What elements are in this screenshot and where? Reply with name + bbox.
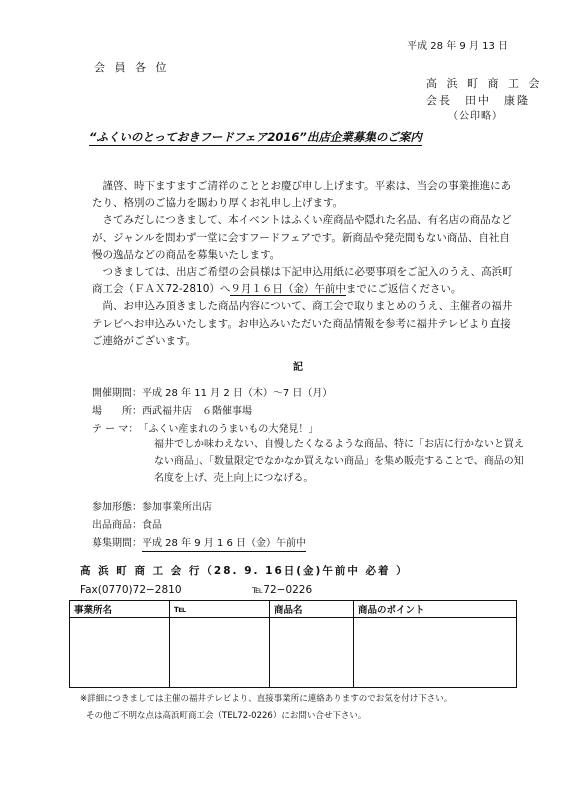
form-header-row	[70, 601, 517, 618]
recruit-period-value: 平成 28 年 9 月 1 6 日（金）午前中	[142, 536, 306, 552]
sender-chairman: 会長 田中 康隆	[426, 94, 530, 107]
period-label: 開催期間：	[92, 388, 142, 399]
event-details	[92, 386, 522, 437]
place-label: 場 所：	[92, 406, 142, 417]
body-paragraph-2: さてみだしにつきまして、本イベントはふくい産商品や隠れた名品、有名店の商品などが、ジャンルを問わず一堂に会すフードフェアです。新商品や発売間もない商品、自社自慢の逸品などの商品を募集いたします。	[92, 214, 512, 261]
body-paragraph-3	[92, 264, 514, 298]
participation-form-label: 参加形態：	[92, 502, 142, 513]
document-title: “ふくいのとっておきフードフェア2016”出店企業募集のご案内	[89, 130, 422, 144]
goods-label: 出品商品：	[92, 520, 142, 531]
theme-label: テ ー マ：	[92, 424, 139, 435]
goods-value: 食品	[142, 520, 162, 531]
participation-form-value: 参加事業所出店	[142, 502, 212, 513]
form-entry-row	[70, 618, 517, 688]
note-contact: その他ご不明な点は高浜町商工会（TEL72-0226）にお問い合せ下さい。	[86, 711, 367, 721]
detail-row-form	[92, 500, 522, 515]
body-paragraph-3-text-a: つきましては、出店ご希望の会員様は下記申込用紙に必要事項をご記入のうえ、高浜町商工会（ＦＡＸ72-2810）へ	[92, 266, 513, 296]
note-details: ※詳細につきましては主催の福井テレビより、直接事業所に連絡ありますのでお気を付け下さい。	[80, 694, 453, 704]
business-name-field[interactable]	[70, 618, 170, 688]
deadline-underlined: ９月１６日（金）午前中	[230, 283, 346, 296]
detail-row-theme	[92, 422, 522, 437]
col-product-name: 商品名	[270, 601, 354, 618]
body-paragraph-3-text-b: までにご返信ください。	[345, 283, 462, 296]
ki-heading: 記	[293, 362, 303, 373]
sender-org: 高 浜 町 商 工 会	[426, 77, 543, 90]
body-paragraph-4: 尚、お申込み頂きました商品内容について、商工会で取りまとめのうえ、主催者の福井テレビへお申込みいたします。お申込みいただいた商品情報を参考に福井テレビより直接ご連絡がございます。	[92, 300, 513, 347]
product-name-field[interactable]	[270, 618, 354, 688]
col-product-point: 商品のポイント	[354, 601, 517, 618]
place-value: 西武福井店 ６階催事場	[142, 406, 252, 417]
application-form-table	[69, 600, 517, 688]
period-value: 平成 28 年 11 月 2 日（木）〜7 日（月）	[142, 388, 333, 399]
col-business-name: 事業所名	[70, 601, 170, 618]
recruit-period-label: 募集期間：	[92, 538, 142, 549]
seal-omitted-note: （公印略）	[448, 111, 503, 122]
application-header: 高 浜 町 商 工 会 行（28. 9. 16日(金)午前中 必着 ）	[80, 565, 409, 577]
letter-body	[92, 178, 514, 350]
product-point-field[interactable]	[354, 618, 517, 688]
addressee: 会 員 各 位	[94, 61, 170, 74]
issue-date: 平成 28 年 9 月 13 日	[407, 41, 508, 52]
theme-value: 「ふくい産まれのうまいもの大発見！」	[138, 424, 319, 435]
col-tel: ℡	[170, 601, 270, 618]
body-paragraph-1: 謹啓、時下ますますご清祥のこととお慶び申し上げます。平素は、当会の事業推進にあたり、格別のご協力を賜わり厚くお礼申し上げます。	[92, 180, 512, 210]
fax-number: Fax(0770)72−2810	[80, 584, 182, 596]
tel-number: ℡72−0226	[252, 584, 313, 596]
detail-row-period	[92, 386, 522, 401]
theme-description: 福井でしか味わえない、自慢したくなるような商品、特に「お店に行かないと買えない商品」、「数量限定でなかなか買えない商品」を集め販売することで、商品の知名度を上げ、売上向上につなげる。	[154, 439, 524, 484]
detail-row-goods	[92, 518, 522, 533]
detail-row-recruit	[92, 536, 522, 552]
tel-field[interactable]	[170, 618, 270, 688]
detail-row-place	[92, 404, 522, 419]
participation-details	[92, 500, 522, 552]
